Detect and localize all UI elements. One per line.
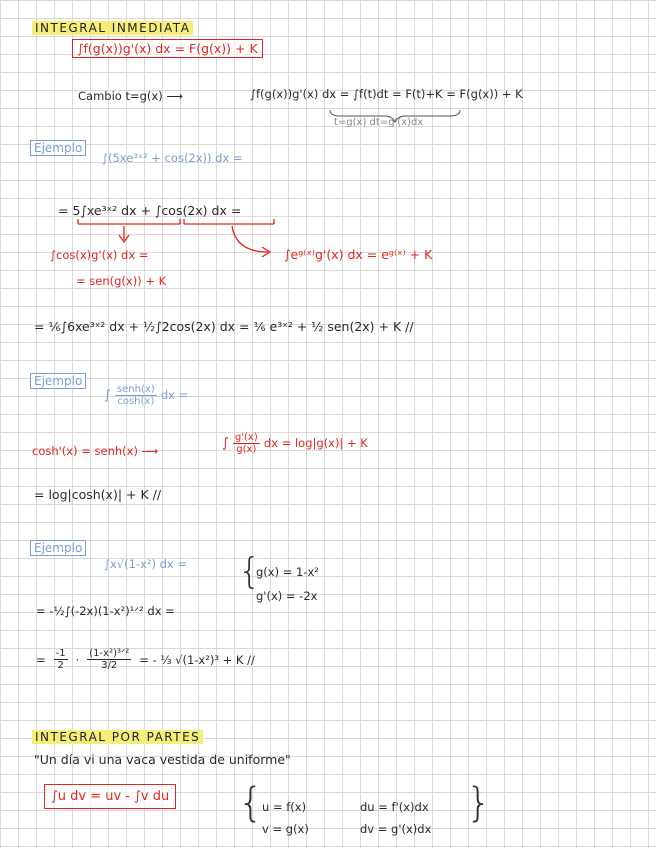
underline-left	[78, 219, 180, 224]
underline-right	[184, 219, 274, 224]
section-title-integral-por-partes: INTEGRAL POR PARTES	[32, 730, 203, 744]
example3-integral: ∫x√(1-x²) dx =	[104, 557, 188, 571]
example3-brace: {	[238, 551, 261, 592]
example1-integral: ∫(5xe³ˣ² + cos(2x)) dx =	[102, 151, 243, 165]
change-label: Cambio t=g(x) ⟶	[78, 89, 183, 103]
mnemonic-quote: "Un día vi una vaca vestida de uniforme"	[34, 752, 291, 767]
partes-v: v = g(x)	[262, 822, 309, 836]
arrow-right	[232, 226, 270, 257]
example2-rule-left: cosh'(x) = senh(x) ⟶	[32, 444, 159, 458]
example2-result: = log|cosh(x)| + K //	[34, 487, 162, 502]
arrow-left	[119, 226, 129, 242]
change-underbrace	[330, 110, 460, 122]
partes-right-brace: }	[466, 780, 492, 826]
formula-box-partes: ∫u dv = uv - ∫v du	[44, 784, 176, 809]
formula-box-inmediata: ∫f(g(x))g'(x) dx = F(g(x)) + K	[72, 39, 263, 58]
example3-step1: = -½∫(-2x)(1-x²)¹ᐟ² dx =	[36, 604, 175, 618]
change-equation: ∫f(g(x))g'(x) dx = ∫f(t)dt = F(t)+K = F(g(x)) + K	[250, 87, 523, 101]
section-title-integral-inmediata: INTEGRAL INMEDIATA	[32, 21, 193, 35]
example1-note-right: ∫eᵍ⁽ˣ⁾g'(x) dx = eᵍ⁽ˣ⁾ + K	[284, 247, 433, 262]
partes-u: u = f(x)	[262, 800, 307, 814]
example1-result: = ⅙∫6xe³ˣ² dx + ½∫2cos(2x) dx = ⅙ e³ˣ² + ½ sen(2x) + K //	[34, 319, 414, 334]
example3-g: g(x) = 1-x²	[256, 565, 319, 579]
example-tag-2: Ejemplo	[30, 373, 86, 389]
example1-note-left-2: = sen(g(x)) + K	[76, 274, 167, 288]
partes-dv: dv = g'(x)dx	[360, 822, 432, 836]
example-tag-3: Ejemplo	[30, 540, 86, 556]
example3-step2: = $\frac{-1}{2}$ · $\frac{\text{(1-x²)³ᐟ²}}{3/2}$ = - ⅓ √(1-x²)³ + K //	[36, 648, 255, 671]
example3-gprime: g'(x) = -2x	[256, 589, 318, 603]
example1-step1: = 5∫xe³ˣ² dx + ∫cos(2x) dx =	[58, 203, 242, 218]
example2-integral: ∫ $\frac{\text{senh(x)}}{\cosh(x)}$ dx =	[104, 384, 189, 407]
example-tag-1: Ejemplo	[30, 140, 86, 156]
change-substitution-note: t=g(x) dt=g'(x)dx	[334, 117, 424, 128]
partes-du: du = f'(x)dx	[360, 800, 429, 814]
partes-left-brace: {	[238, 780, 264, 826]
example2-rule-formula: ∫ $\frac{g'(x)}{g(x)}$ dx = log|g(x)| + K	[222, 432, 368, 455]
example1-note-left-1: ∫cos(x)g'(x) dx =	[50, 248, 149, 262]
